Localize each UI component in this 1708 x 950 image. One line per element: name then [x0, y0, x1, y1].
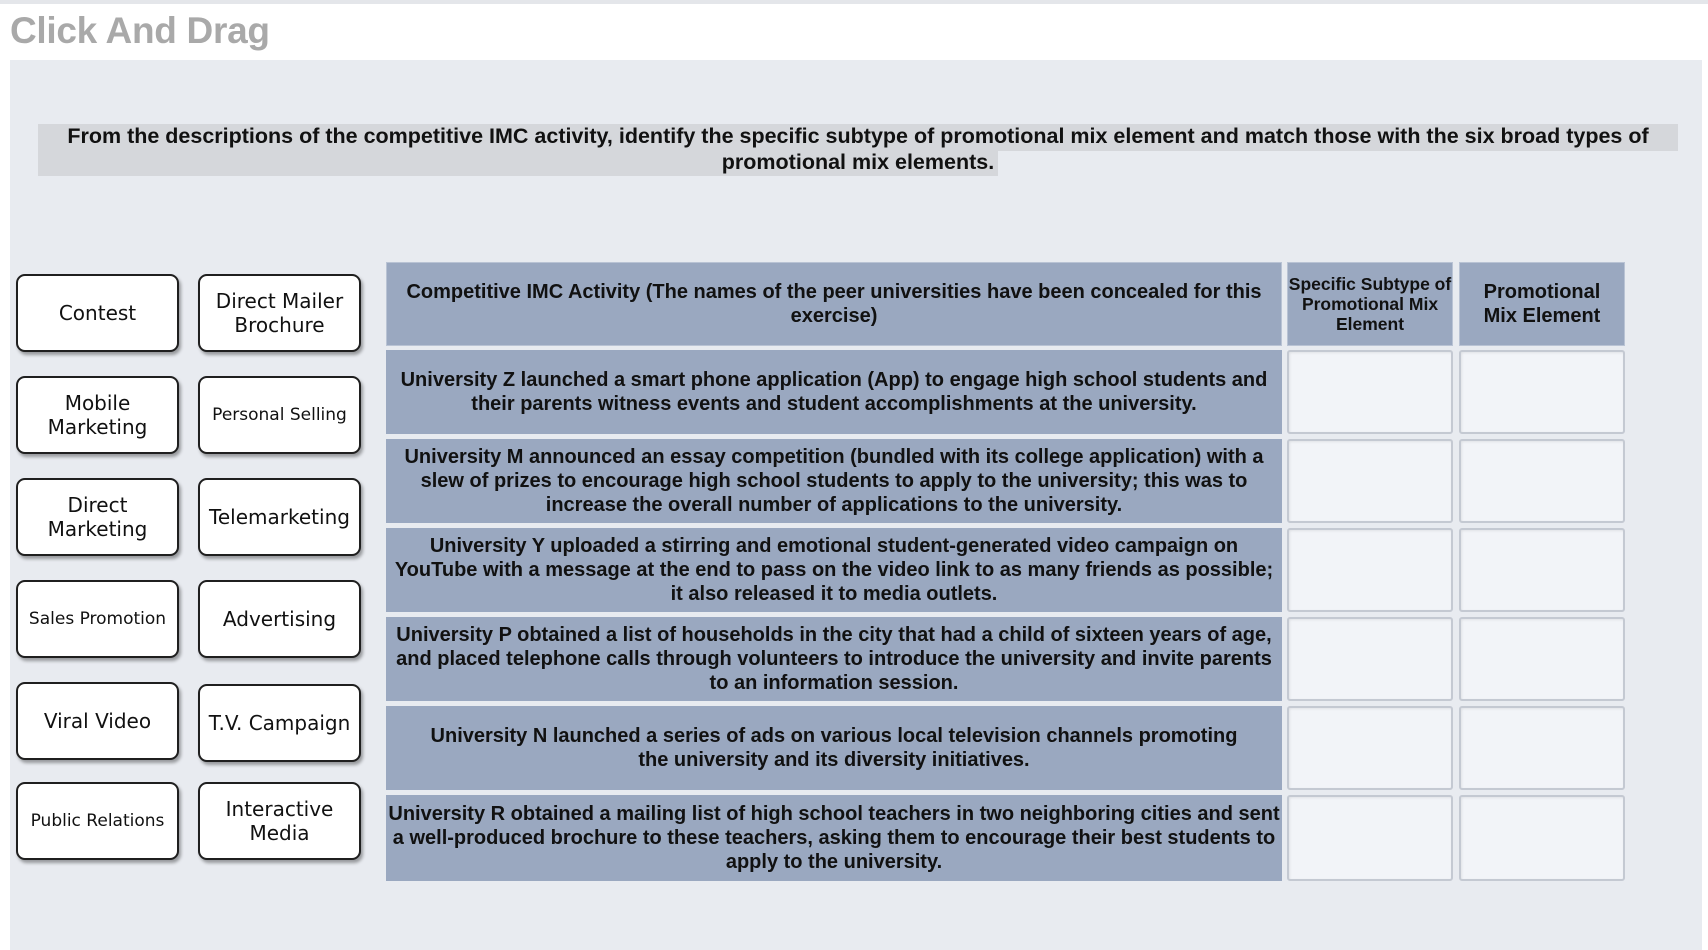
drop-zone-subtype-1[interactable] [1287, 350, 1453, 434]
tile-interactive-media[interactable]: Interactive Media [198, 782, 361, 860]
header-activity: Competitive IMC Activity (The names of the peer universities have been concealed for this exercise) [386, 262, 1282, 346]
drop-zone-subtype-6[interactable] [1287, 795, 1453, 881]
tile-mobile-marketing[interactable]: Mobile Marketing [16, 376, 179, 454]
drop-zone-element-5[interactable] [1459, 706, 1625, 790]
top-border [0, 0, 1708, 4]
instruction-text: From the descriptions of the competitive IMC activity, identify the specific subtype of promotional mix element and match those with the six broad types of promotional mix elements. [67, 124, 1649, 174]
tile-sales-promotion[interactable]: Sales Promotion [16, 580, 179, 658]
drop-zone-element-1[interactable] [1459, 350, 1625, 434]
tile-public-relations[interactable]: Public Relations [16, 782, 179, 860]
tile-contest[interactable]: Contest [16, 274, 179, 352]
header-subtype: Specific Subtype of Promotional Mix Element [1287, 262, 1453, 346]
tile-personal-selling[interactable]: Personal Selling [198, 376, 361, 454]
tile-advertising[interactable]: Advertising [198, 580, 361, 658]
drop-zone-element-3[interactable] [1459, 528, 1625, 612]
activity-row-1: University Z launched a smart phone application (App) to engage high school students and their parents witness events and student accomplishments at the university. [386, 350, 1282, 434]
activity-row-3: University Y uploaded a stirring and emotional student-generated video campaign on YouTube with a message at the end to pass on the video link to as many friends as possible; it also released it to media outlets. [386, 528, 1282, 612]
activity-row-5: University N launched a series of ads on various local television channels promoting the university and its diversity initiatives. [386, 706, 1282, 790]
tile-direct-marketing[interactable]: Direct Marketing [16, 478, 179, 556]
tile-viral-video[interactable]: Viral Video [16, 682, 179, 760]
drop-zone-subtype-3[interactable] [1287, 528, 1453, 612]
drop-zone-subtype-5[interactable] [1287, 706, 1453, 790]
drop-zone-element-6[interactable] [1459, 795, 1625, 881]
page-title: Click And Drag [10, 10, 270, 51]
tile-tv-campaign[interactable]: T.V. Campaign [198, 684, 361, 762]
drop-zone-subtype-4[interactable] [1287, 617, 1453, 701]
drop-zone-subtype-2[interactable] [1287, 439, 1453, 523]
tile-telemarketing[interactable]: Telemarketing [198, 478, 361, 556]
drop-zone-element-4[interactable] [1459, 617, 1625, 701]
drop-zone-element-2[interactable] [1459, 439, 1625, 523]
activity-row-6: University R obtained a mailing list of high school teachers in two neighboring cities and sent a well-produced brochure to these teachers, asking them to encourage their best students to apply to the university. [386, 795, 1282, 881]
activity-row-2: University M announced an essay competition (bundled with its college application) with a slew of prizes to encourage high school students to apply to the university; this was to increase the overall number of applications to the university. [386, 439, 1282, 523]
header-element: Promotional Mix Element [1459, 262, 1625, 346]
activity-row-4: University P obtained a list of households in the city that had a child of sixteen years of age, and placed telephone calls through volunteers to introduce the university and invite parents to an information session. [386, 617, 1282, 701]
tile-direct-mailer-brochure[interactable]: Direct Mailer Brochure [198, 274, 361, 352]
